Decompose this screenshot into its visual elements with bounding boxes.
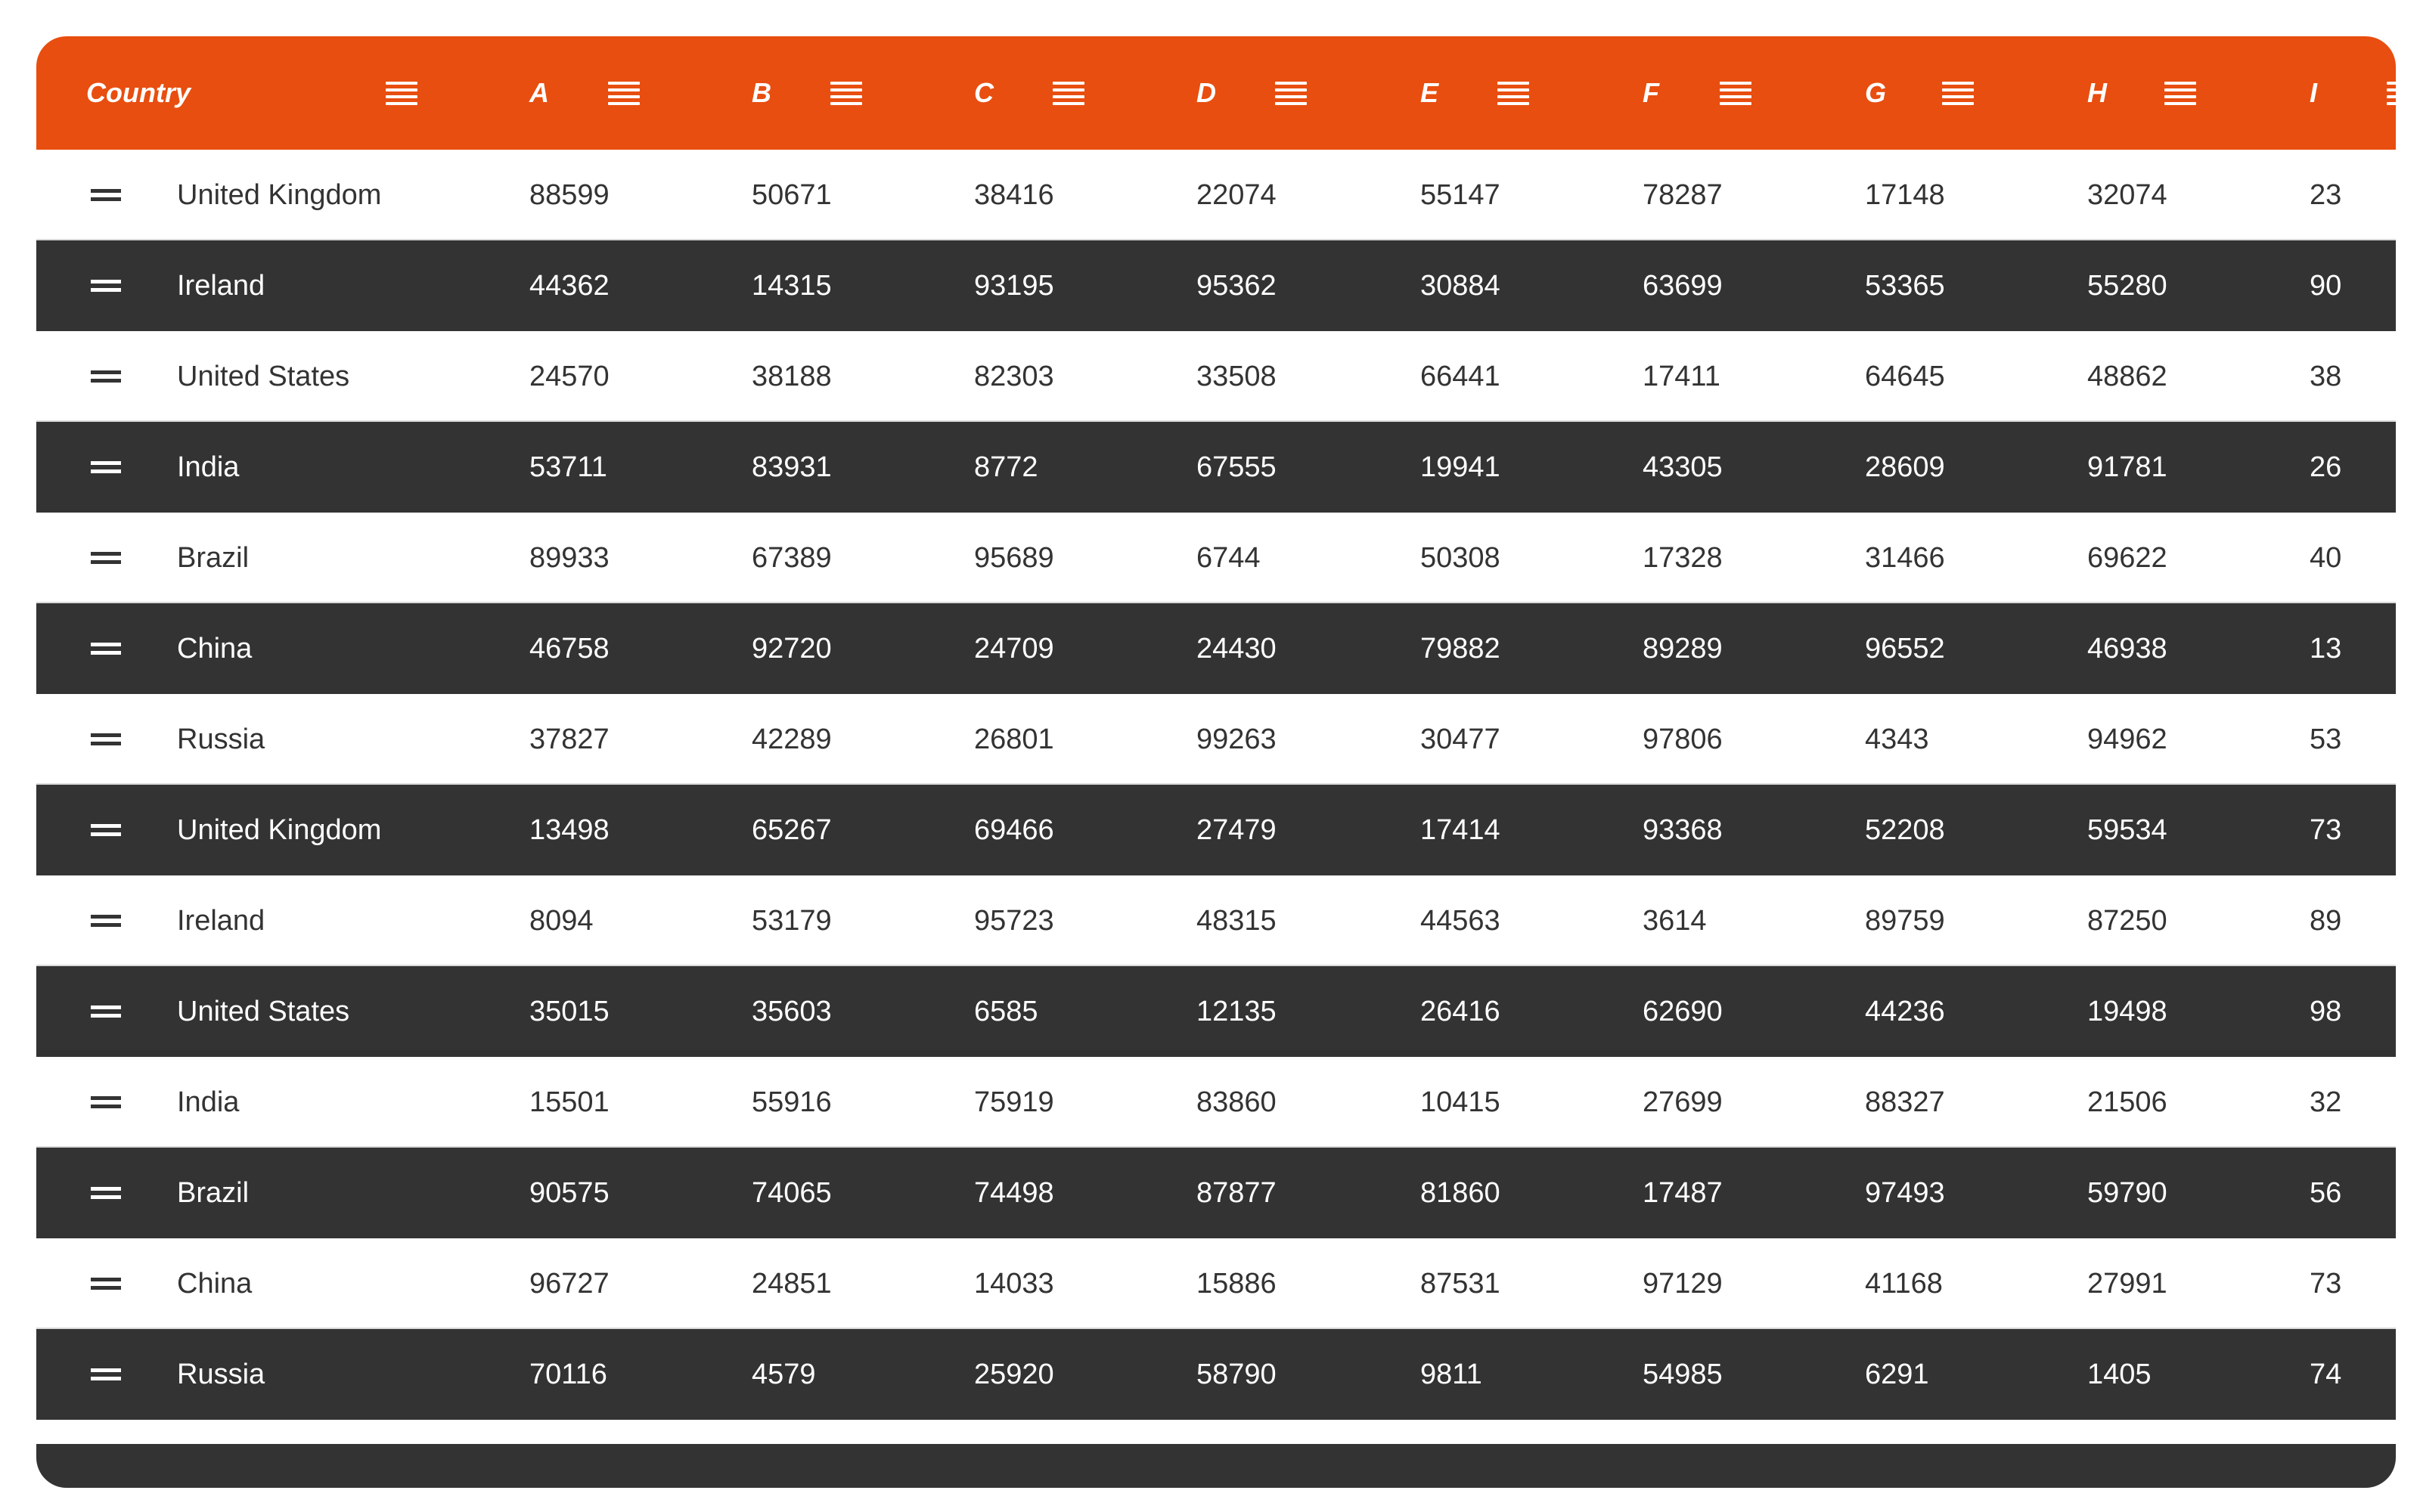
column-header-label: F [1643, 77, 1659, 108]
column-menu-icon[interactable] [608, 80, 640, 104]
column-header-label: I [2310, 77, 2318, 108]
value-cell[interactable]: 35015 [529, 996, 610, 1027]
value-cell[interactable]: 24430 [1196, 633, 1277, 665]
value-cell[interactable]: 19498 [2087, 996, 2167, 1027]
value-cell[interactable]: 25920 [974, 1359, 1054, 1390]
value-cell[interactable]: 4579 [752, 1359, 816, 1390]
value-cell[interactable]: 90575 [529, 1177, 610, 1209]
value-cell[interactable]: 46938 [2087, 633, 2167, 665]
value-cell[interactable]: 28609 [1865, 451, 1945, 483]
value-cell[interactable]: 17411 [1643, 361, 1720, 392]
value-cell[interactable]: 79882 [1420, 633, 1500, 665]
value-cell[interactable]: 50308 [1420, 542, 1500, 574]
value-cell[interactable]: 15886 [1196, 1268, 1277, 1300]
value-cell[interactable]: 6744 [1196, 542, 1261, 574]
column-header-label: H [2087, 77, 2107, 108]
table-row[interactable] [36, 422, 2396, 513]
value-cell[interactable]: 73 [2310, 1268, 2342, 1300]
value-cell[interactable]: 89289 [1643, 633, 1723, 665]
table-row[interactable] [36, 1329, 2396, 1420]
value-cell[interactable]: 50671 [752, 179, 832, 211]
value-cell[interactable]: 9811 [1420, 1359, 1482, 1390]
country-cell[interactable]: Russia [177, 723, 265, 755]
drag-handle-icon[interactable] [91, 1096, 121, 1108]
drag-handle-icon[interactable] [91, 1005, 121, 1018]
value-cell[interactable]: 55280 [2087, 270, 2167, 302]
column-header-label: G [1865, 77, 1887, 108]
column-header-a[interactable] [529, 36, 549, 150]
table-row[interactable] [36, 331, 2396, 422]
country-cell[interactable]: United States [177, 996, 350, 1027]
value-cell[interactable]: 31466 [1865, 542, 1945, 574]
value-cell[interactable]: 21506 [2087, 1086, 2167, 1118]
value-cell[interactable]: 35603 [752, 996, 832, 1027]
value-cell[interactable]: 74065 [752, 1177, 832, 1209]
column-header-label: A [529, 77, 549, 108]
value-cell[interactable]: 95723 [974, 905, 1054, 937]
value-cell[interactable]: 59534 [2087, 814, 2167, 846]
column-menu-icon[interactable] [1497, 80, 1529, 104]
table-row[interactable] [36, 603, 2396, 694]
country-cell[interactable]: United Kingdom [177, 179, 382, 211]
column-header-i[interactable] [2310, 36, 2317, 150]
country-cell[interactable]: China [177, 633, 253, 665]
country-cell[interactable]: Brazil [177, 542, 250, 574]
value-cell[interactable]: 33508 [1196, 361, 1277, 392]
column-header-c[interactable] [974, 36, 994, 150]
value-cell[interactable]: 99263 [1196, 723, 1277, 755]
column-header-b[interactable] [752, 36, 771, 150]
column-header-f[interactable] [1643, 36, 1659, 150]
drag-handle-icon[interactable] [91, 552, 121, 564]
value-cell[interactable]: 96727 [529, 1268, 610, 1300]
table-row[interactable] [36, 966, 2396, 1057]
value-cell[interactable]: 92720 [752, 633, 832, 665]
table-row[interactable] [36, 1148, 2396, 1238]
value-cell[interactable]: 94962 [2087, 723, 2167, 755]
value-cell[interactable]: 83931 [752, 451, 832, 483]
grid-header [36, 36, 2396, 150]
value-cell[interactable]: 53711 [529, 451, 607, 483]
value-cell[interactable]: 69466 [974, 814, 1054, 846]
table-row[interactable] [36, 694, 2396, 785]
value-cell[interactable]: 67555 [1196, 451, 1277, 483]
value-cell[interactable]: 6585 [974, 996, 1038, 1027]
column-header-h[interactable] [2087, 36, 2107, 150]
value-cell[interactable]: 24851 [752, 1268, 832, 1300]
value-cell[interactable]: 30884 [1420, 270, 1500, 302]
country-cell[interactable]: Ireland [177, 270, 265, 302]
table-row[interactable] [36, 875, 2396, 966]
country-cell[interactable]: United Kingdom [177, 814, 382, 846]
value-cell[interactable]: 13498 [529, 814, 610, 846]
column-menu-icon[interactable] [2387, 80, 2396, 104]
value-cell[interactable]: 55916 [752, 1086, 832, 1118]
drag-handle-icon[interactable] [91, 280, 121, 292]
drag-handle-icon[interactable] [91, 1187, 121, 1199]
drag-handle-icon[interactable] [91, 915, 121, 927]
country-cell[interactable]: Brazil [177, 1177, 250, 1209]
value-cell[interactable]: 6291 [1865, 1359, 1929, 1390]
value-cell[interactable]: 14315 [752, 270, 832, 302]
value-cell[interactable]: 93368 [1643, 814, 1723, 846]
country-cell[interactable]: India [177, 1086, 240, 1118]
value-cell[interactable]: 44236 [1865, 996, 1945, 1027]
value-cell[interactable]: 65267 [752, 814, 832, 846]
column-header-label: C [974, 77, 994, 108]
value-cell[interactable]: 38 [2310, 361, 2342, 392]
value-cell[interactable]: 23 [2310, 179, 2342, 211]
country-cell[interactable]: Russia [177, 1359, 265, 1390]
value-cell[interactable]: 32074 [2087, 179, 2167, 211]
grid-body [36, 150, 2396, 1420]
value-cell[interactable]: 8772 [974, 451, 1038, 483]
table-row[interactable] [36, 1057, 2396, 1148]
value-cell[interactable]: 91781 [2087, 451, 2167, 483]
column-menu-icon[interactable] [1275, 80, 1307, 104]
value-cell[interactable]: 38188 [752, 361, 832, 392]
value-cell[interactable]: 98 [2310, 996, 2342, 1027]
drag-handle-icon[interactable] [91, 643, 121, 655]
column-menu-icon[interactable] [830, 80, 862, 104]
column-header-label: E [1420, 77, 1439, 108]
drag-handle-icon[interactable] [91, 824, 121, 836]
value-cell[interactable]: 13 [2310, 633, 2342, 665]
value-cell[interactable]: 90 [2310, 270, 2342, 302]
value-cell[interactable]: 97129 [1643, 1268, 1723, 1300]
column-header-label: B [752, 77, 771, 108]
value-cell[interactable]: 3614 [1643, 905, 1707, 937]
column-header-country[interactable] [86, 36, 191, 150]
value-cell[interactable]: 8094 [529, 905, 594, 937]
drag-handle-icon[interactable] [91, 733, 121, 745]
value-cell[interactable]: 30477 [1420, 723, 1500, 755]
value-cell[interactable]: 87877 [1196, 1177, 1277, 1209]
value-cell[interactable]: 27699 [1643, 1086, 1723, 1118]
value-cell[interactable]: 24570 [529, 361, 610, 392]
value-cell[interactable]: 53365 [1865, 270, 1945, 302]
value-cell[interactable]: 62690 [1643, 996, 1723, 1027]
value-cell[interactable]: 74498 [974, 1177, 1054, 1209]
value-cell[interactable]: 26 [2310, 451, 2342, 483]
value-cell[interactable]: 96552 [1865, 633, 1945, 665]
value-cell[interactable]: 1405 [2087, 1359, 2152, 1390]
table-row[interactable] [36, 240, 2396, 331]
value-cell[interactable]: 81860 [1420, 1177, 1500, 1209]
drag-handle-icon[interactable] [91, 461, 121, 473]
value-cell[interactable]: 43305 [1643, 451, 1723, 483]
table-row[interactable] [36, 1238, 2396, 1329]
column-header-g[interactable] [1865, 36, 1886, 150]
value-cell[interactable]: 24709 [974, 633, 1054, 665]
column-header-d[interactable] [1196, 36, 1216, 150]
country-cell[interactable]: United States [177, 361, 350, 392]
country-cell[interactable]: Ireland [177, 905, 265, 937]
value-cell[interactable]: 78287 [1643, 179, 1723, 211]
value-cell[interactable]: 37827 [529, 723, 610, 755]
value-cell[interactable]: 48315 [1196, 905, 1277, 937]
value-cell[interactable]: 97493 [1865, 1177, 1945, 1209]
value-cell[interactable]: 19941 [1420, 451, 1500, 483]
value-cell[interactable]: 44362 [529, 270, 610, 302]
value-cell[interactable]: 56 [2310, 1177, 2342, 1209]
grid-footer-bar [36, 1444, 2396, 1488]
table-row[interactable] [36, 150, 2396, 240]
value-cell[interactable]: 70116 [529, 1359, 607, 1390]
column-menu-icon[interactable] [1053, 80, 1084, 104]
column-header-label: Country [86, 77, 191, 108]
value-cell[interactable]: 15501 [529, 1086, 610, 1118]
value-cell[interactable]: 73 [2310, 814, 2342, 846]
value-cell[interactable]: 88599 [529, 179, 610, 211]
value-cell[interactable]: 17414 [1420, 814, 1500, 846]
value-cell[interactable]: 66441 [1420, 361, 1500, 392]
value-cell[interactable]: 48862 [2087, 361, 2167, 392]
value-cell[interactable]: 27479 [1196, 814, 1277, 846]
value-cell[interactable]: 93195 [974, 270, 1054, 302]
table-row[interactable] [36, 513, 2396, 603]
column-menu-icon[interactable] [1942, 80, 1974, 104]
value-cell[interactable]: 97806 [1643, 723, 1723, 755]
value-cell[interactable]: 42289 [752, 723, 832, 755]
value-cell[interactable]: 17148 [1865, 179, 1945, 211]
value-cell[interactable]: 26801 [974, 723, 1054, 755]
drag-handle-icon[interactable] [91, 189, 121, 201]
value-cell[interactable]: 41168 [1865, 1268, 1943, 1300]
value-cell[interactable]: 69622 [2087, 542, 2167, 574]
column-menu-icon[interactable] [386, 80, 417, 104]
drag-handle-icon[interactable] [91, 1368, 121, 1380]
value-cell[interactable]: 46758 [529, 633, 610, 665]
table-row[interactable] [36, 785, 2396, 875]
drag-handle-icon[interactable] [91, 370, 121, 383]
country-cell[interactable]: China [177, 1268, 253, 1300]
value-cell[interactable]: 75919 [974, 1086, 1054, 1118]
value-cell[interactable]: 14033 [974, 1268, 1054, 1300]
column-header-label: D [1196, 77, 1216, 108]
value-cell[interactable]: 74 [2310, 1359, 2342, 1390]
value-cell[interactable]: 82303 [974, 361, 1054, 392]
value-cell[interactable]: 4343 [1865, 723, 1929, 755]
column-header-e[interactable] [1420, 36, 1438, 150]
value-cell[interactable]: 89759 [1865, 905, 1945, 937]
value-cell[interactable]: 44563 [1420, 905, 1500, 937]
value-cell[interactable]: 88327 [1865, 1086, 1945, 1118]
value-cell[interactable]: 27991 [2087, 1268, 2167, 1300]
value-cell[interactable]: 17487 [1643, 1177, 1723, 1209]
value-cell[interactable]: 52208 [1865, 814, 1945, 846]
value-cell[interactable]: 89 [2310, 905, 2342, 937]
value-cell[interactable]: 40 [2310, 542, 2342, 574]
data-grid [36, 36, 2396, 1488]
value-cell[interactable]: 17328 [1643, 542, 1723, 574]
value-cell[interactable]: 22074 [1196, 179, 1277, 211]
column-menu-icon[interactable] [2164, 80, 2196, 104]
country-cell[interactable]: India [177, 451, 240, 483]
value-cell[interactable]: 55147 [1420, 179, 1500, 211]
drag-handle-icon[interactable] [91, 1278, 121, 1290]
value-cell[interactable]: 59790 [2087, 1177, 2167, 1209]
value-cell[interactable]: 64645 [1865, 361, 1945, 392]
value-cell[interactable]: 95689 [974, 542, 1054, 574]
value-cell[interactable]: 87531 [1420, 1268, 1500, 1300]
value-cell[interactable]: 26416 [1420, 996, 1500, 1027]
value-cell[interactable]: 38416 [974, 179, 1054, 211]
value-cell[interactable]: 87250 [2087, 905, 2167, 937]
column-menu-icon[interactable] [1720, 80, 1751, 104]
value-cell[interactable]: 89933 [529, 542, 610, 574]
value-cell[interactable]: 53179 [752, 905, 832, 937]
value-cell[interactable]: 10415 [1420, 1086, 1500, 1118]
value-cell[interactable]: 53 [2310, 723, 2342, 755]
value-cell[interactable]: 83860 [1196, 1086, 1277, 1118]
value-cell[interactable]: 12135 [1196, 996, 1277, 1027]
value-cell[interactable]: 95362 [1196, 270, 1277, 302]
value-cell[interactable]: 67389 [752, 542, 832, 574]
value-cell[interactable]: 58790 [1196, 1359, 1277, 1390]
value-cell[interactable]: 54985 [1643, 1359, 1723, 1390]
value-cell[interactable]: 63699 [1643, 270, 1723, 302]
value-cell[interactable]: 32 [2310, 1086, 2342, 1118]
